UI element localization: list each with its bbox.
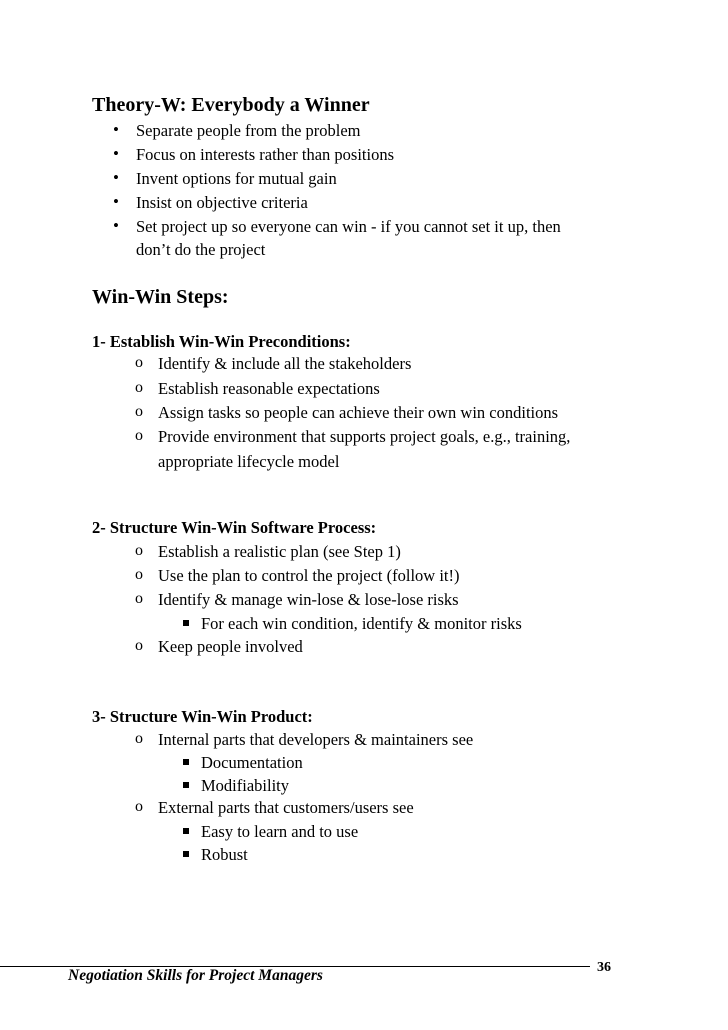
circle-bullet-icon: o: [135, 798, 143, 815]
circle-bullet-icon: o: [135, 637, 143, 654]
circle-bullet-icon: o: [135, 730, 143, 747]
bullet-icon: •: [113, 144, 119, 163]
list-item: Provide environment that supports project goals, e.g., training,: [158, 427, 571, 446]
list-sub-item: Documentation: [201, 753, 303, 772]
step-1-heading: 1- Establish Win-Win Preconditions:: [92, 332, 351, 351]
circle-bullet-icon: o: [135, 542, 143, 559]
list-item: Set project up so everyone can win - if you cannot set it up, then: [136, 217, 561, 236]
list-item: Insist on objective criteria: [136, 193, 308, 212]
list-item: Assign tasks so people can achieve their own win conditions: [158, 403, 559, 422]
bullet-icon: •: [113, 192, 119, 211]
step-2-heading: 2- Structure Win-Win Software Process:: [92, 518, 377, 537]
square-bullet-icon: [183, 759, 189, 765]
circle-bullet-icon: o: [135, 354, 143, 371]
list-item: Establish a realistic plan (see Step 1): [158, 542, 401, 561]
circle-bullet-icon: o: [135, 427, 143, 444]
section-title-theory-w: Theory-W: Everybody a Winner: [92, 94, 370, 116]
bullet-icon: •: [113, 168, 119, 187]
footer-title: Negotiation Skills for Project Managers: [68, 967, 323, 984]
list-item: Establish reasonable expectations: [158, 379, 380, 398]
circle-bullet-icon: o: [135, 566, 143, 583]
circle-bullet-icon: o: [135, 403, 143, 420]
section-title-win-win-steps: Win-Win Steps:: [92, 286, 229, 308]
bullet-icon: •: [113, 120, 119, 139]
list-sub-item: Modifiability: [201, 776, 289, 795]
step-3-heading: 3- Structure Win-Win Product:: [92, 707, 313, 726]
list-item: Use the plan to control the project (follow it!): [158, 566, 460, 585]
list-item: Identify & include all the stakeholders: [158, 354, 412, 373]
square-bullet-icon: [183, 851, 189, 857]
circle-bullet-icon: o: [135, 379, 143, 396]
list-item: Focus on interests rather than positions: [136, 145, 395, 164]
bullet-icon: •: [113, 216, 119, 235]
page-number: 36: [597, 960, 611, 975]
list-item: External parts that customers/users see: [158, 798, 414, 817]
list-sub-item: Robust: [201, 845, 248, 864]
list-item-continuation: don’t do the project: [136, 240, 266, 259]
square-bullet-icon: [183, 782, 189, 788]
list-item: Invent options for mutual gain: [136, 169, 337, 188]
list-item: Keep people involved: [158, 637, 303, 656]
list-sub-item: Easy to learn and to use: [201, 822, 359, 841]
list-item-continuation: appropriate lifecycle model: [158, 452, 340, 471]
square-bullet-icon: [183, 620, 189, 626]
list-item: Separate people from the problem: [136, 121, 361, 140]
circle-bullet-icon: o: [135, 590, 143, 607]
square-bullet-icon: [183, 828, 189, 834]
list-item: Identify & manage win-lose & lose-lose risks: [158, 590, 459, 609]
list-item: Internal parts that developers & maintainers see: [158, 730, 474, 749]
list-sub-item: For each win condition, identify & monitor risks: [201, 614, 522, 633]
